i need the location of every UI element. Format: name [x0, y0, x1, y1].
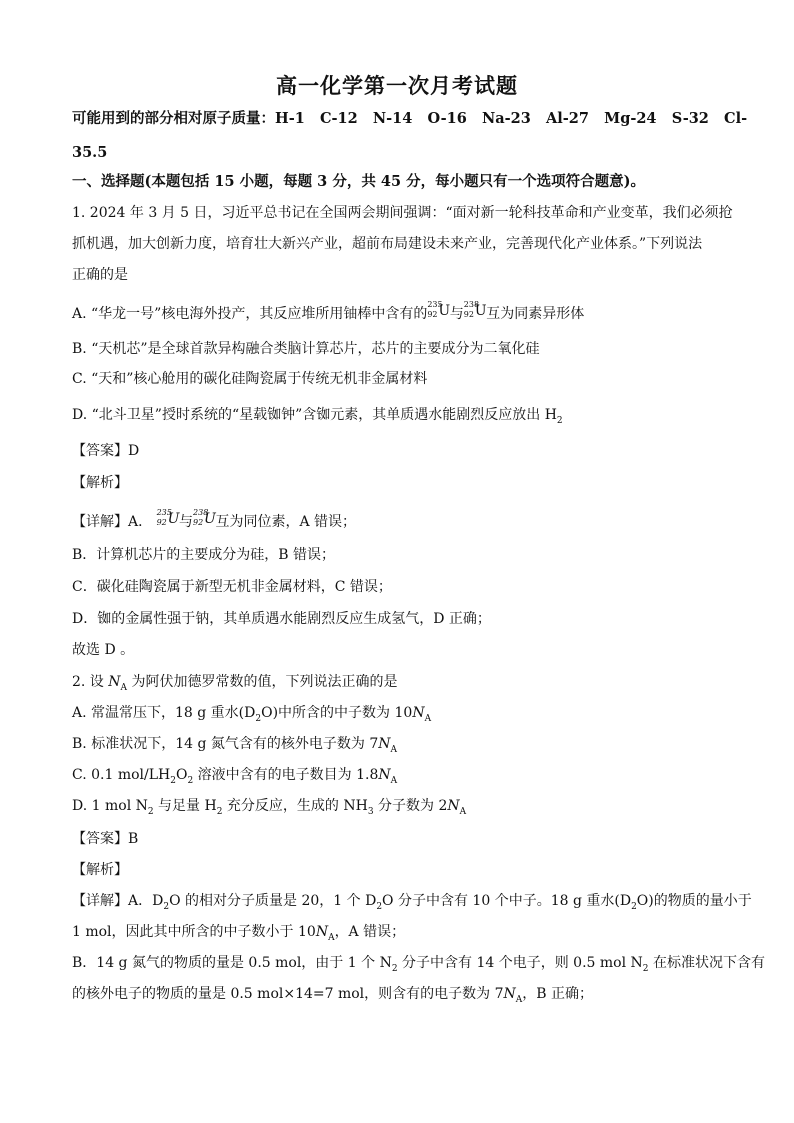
- detail-text: 互为同位素，A 错误；: [215, 514, 357, 530]
- q2-detail-a-line-2: [72, 923, 405, 941]
- subscript: A: [459, 806, 467, 817]
- detail-text: 1 mol，因此其中所含的中子数小于 10: [72, 924, 316, 940]
- subscript: 2: [147, 806, 154, 817]
- atomic-number: 92: [193, 518, 204, 527]
- q1-analysis-label: 【解析】: [72, 475, 128, 491]
- mass-number: 235: [156, 508, 172, 517]
- avogadro-symbol: N: [378, 767, 391, 783]
- stem-text: 2. 设: [72, 674, 109, 690]
- atomic-masses-line: [72, 110, 747, 128]
- detail-text: O 分子中含有 10 个中子。18 g 重水(D: [382, 893, 632, 909]
- option-text: 与: [449, 306, 464, 322]
- subscript: 2: [170, 775, 176, 786]
- option-text: 溶液中含有的电子数目为 1.8: [193, 767, 379, 783]
- subscript: 2: [216, 806, 223, 817]
- detail-text: 与: [179, 514, 194, 530]
- q1-stem-line-2: 抓机遇，加大创新力度，培育壮大新兴产业，超前布局建设未来产业，完善现代化产业体系。”下列说法: [72, 236, 703, 252]
- subscript: 2: [631, 901, 637, 912]
- subscript: A: [424, 713, 432, 724]
- q2-option-d: [72, 797, 466, 815]
- q2-detail-b-line-1: [72, 954, 765, 972]
- detail-text: 的核外电子的物质的量是 0.5 mol×14=7 mol，则含有的电子数为 7: [72, 986, 504, 1002]
- subscript: 2: [163, 901, 170, 912]
- option-text: B. 标准状况下，14 g 氮气含有的核外电子数为 7: [72, 736, 379, 752]
- atomic-number: 92: [427, 310, 438, 319]
- element-symbol: U: [204, 511, 216, 527]
- detail-text: B．14 g 氮气的物质的量是 0.5 mol，由于 1 个 N: [72, 955, 392, 971]
- subscript: 2: [376, 901, 383, 912]
- subscript: A: [515, 994, 523, 1005]
- q1-detail-c: C．碳化硅陶瓷属于新型无机非金属材料，C 错误；: [72, 579, 392, 595]
- mass-number: 238: [463, 300, 480, 309]
- element-symbol: U: [438, 303, 451, 319]
- isotope-u235: [427, 300, 451, 320]
- atomic-mass-item: Mg-24: [604, 110, 657, 127]
- q2-detail-b-line-2: [72, 985, 593, 1003]
- q2-analysis-label: 【解析】: [72, 862, 128, 878]
- avogadro-symbol: N: [378, 736, 391, 752]
- atomic-masses-label: 可能用到的部分相对原子质量：: [72, 110, 275, 127]
- avogadro-symbol: N: [412, 705, 425, 721]
- q1-stem-line-3: 正确的是: [72, 267, 128, 283]
- detail-text: 【详解】A．D: [72, 893, 164, 909]
- detail-text: O 的相对分子质量是 20，1 个 D: [169, 893, 377, 909]
- q1-answer: 【答案】D: [72, 443, 140, 459]
- avogadro-symbol: N: [447, 798, 460, 814]
- mass-number: 235: [427, 300, 443, 309]
- option-text: O)中所含的中子数为 10: [261, 705, 413, 721]
- atomic-mass-item: N-14: [372, 110, 413, 127]
- q1-conclusion: 故选 D 。: [72, 642, 135, 658]
- subscript: 2: [255, 713, 262, 724]
- option-text: 分子数为 2: [373, 798, 448, 814]
- q1-option-d: [72, 406, 563, 424]
- q2-option-b: [72, 735, 397, 753]
- detail-text: 分子中含有 14 个电子，则 0.5 mol N: [397, 955, 643, 971]
- subscript: A: [120, 682, 128, 693]
- q1-stem-line-1: 1. 2024 年 3 月 5 日，习近平总书记在全国两会期间强调：“面对新一轮科技革命和产业变革，我们必须抢: [72, 205, 733, 221]
- option-text: 互为同素异形体: [486, 306, 585, 322]
- atomic-masses-continuation: 35.5: [72, 144, 108, 161]
- q1-detail-b: B．计算机芯片的主要成分为硅，B 错误；: [72, 547, 336, 563]
- isotope-u235: [156, 508, 180, 528]
- option-text: O: [175, 767, 188, 783]
- atomic-mass-item: Cl-: [724, 110, 748, 127]
- page-title: 高一化学第一次月考试题: [276, 73, 518, 98]
- q1-option-c: C. “天和”核心舱用的碳化硅陶瓷属于传统无机非金属材料: [72, 371, 428, 387]
- atomic-mass-item: O-16: [427, 110, 467, 127]
- option-text: A. 常温常压下，18 g 重水(D: [72, 705, 256, 721]
- option-text: D. 1 mol N: [72, 798, 148, 814]
- subscript: 2: [556, 415, 563, 426]
- q1-detail-a: [72, 510, 356, 531]
- q2-detail-a-line-1: [72, 892, 752, 910]
- isotope-u238: [463, 300, 487, 320]
- atomic-number: 92: [463, 310, 474, 319]
- atomic-mass-item: Al-27: [546, 110, 589, 127]
- q1-option-b: B. “天机芯”是全球首款异构融合类脑计算芯片，芯片的主要成分为二氧化硅: [72, 341, 540, 357]
- element-symbol: U: [167, 511, 180, 527]
- q1-detail-d: D．铷的金属性强于钠，其单质遇水能剧烈反应生成氢气，D 正确；: [72, 611, 491, 627]
- detail-text: ，A 错误；: [334, 924, 406, 940]
- detail-text: ，B 正确；: [522, 986, 594, 1002]
- subscript: 2: [187, 775, 194, 786]
- q2-answer: 【答案】B: [72, 831, 139, 847]
- q1-option-a: [72, 302, 584, 323]
- option-text: D. “北斗卫星”授时系统的“星载铷钟”含铷元素，其单质遇水能剧烈反应放出 H: [72, 407, 557, 423]
- subscript: 2: [642, 963, 649, 974]
- section-heading: 一、选择题(本题包括 15 小题，每题 3 分，共 45 分，每小题只有一个选项符合题意)。: [72, 173, 645, 190]
- detail-text: O)的物质的量小于: [636, 893, 752, 909]
- q2-option-c: [72, 766, 397, 784]
- subscript: A: [328, 932, 335, 943]
- option-text: C. 0.1 mol/LH: [72, 767, 171, 783]
- avogadro-symbol: N: [315, 924, 329, 940]
- subscript: A: [390, 775, 398, 786]
- atomic-mass-item: C-12: [319, 110, 358, 127]
- atomic-mass-item: S-32: [671, 110, 709, 127]
- atomic-mass-item: Na-23: [482, 110, 531, 127]
- stem-text: 为阿伏加德罗常数的值，下列说法正确的是: [127, 674, 398, 690]
- option-text: A. “华龙一号”核电海外投产，其反应堆所用铀棒中含有的: [72, 306, 428, 322]
- option-text: 与足量 H: [153, 798, 217, 814]
- subscript: 2: [391, 963, 398, 974]
- q2-option-a: [72, 704, 431, 722]
- element-symbol: U: [474, 303, 487, 319]
- avogadro-symbol: N: [108, 674, 121, 690]
- option-text: 充分反应，生成的 NH: [222, 798, 368, 814]
- subscript: 3: [367, 806, 374, 817]
- avogadro-symbol: N: [503, 986, 516, 1002]
- atomic-number: 92: [156, 518, 167, 527]
- atomic-mass-item: H-1: [275, 110, 305, 127]
- subscript: A: [390, 744, 397, 755]
- mass-number: 238: [193, 508, 209, 517]
- q2-stem: [72, 673, 397, 691]
- detail-label: 【详解】A．: [72, 514, 153, 530]
- detail-text: 在标准状况下含有: [648, 955, 765, 971]
- isotope-u238: [193, 508, 216, 528]
